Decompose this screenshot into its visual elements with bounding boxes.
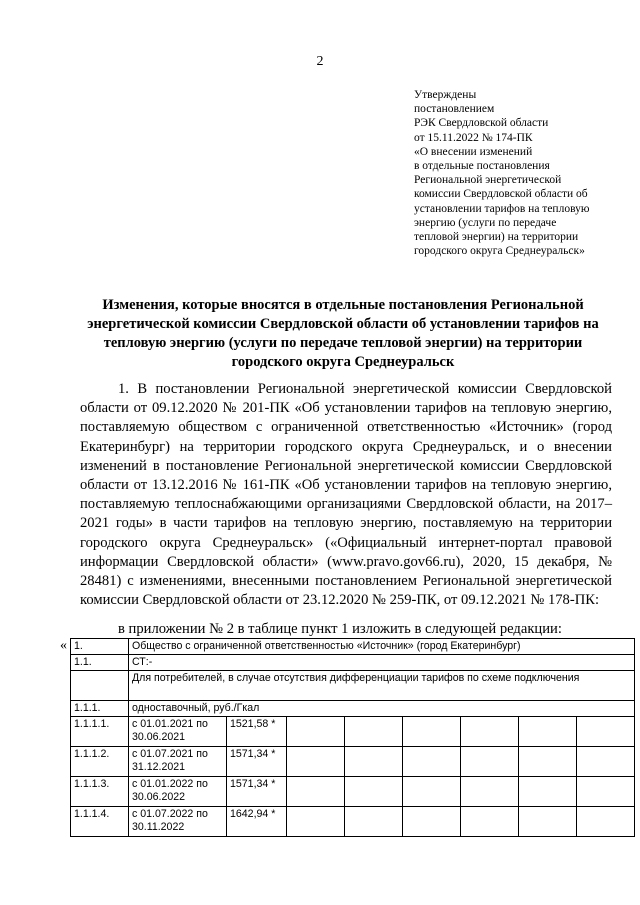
empty-cell: [345, 717, 403, 747]
body-text: [80, 380, 612, 610]
table-row: [71, 747, 635, 777]
approval-line: энергию (услуги по передаче: [414, 216, 557, 229]
row-number: 1.1.1.1.: [71, 717, 129, 747]
approval-line: городского округа Среднеуральск»: [414, 245, 585, 258]
approval-line: РЭК Свердловской области: [414, 117, 549, 130]
tariff-type: одноставочный, руб./Гкал: [129, 701, 635, 717]
empty-cell: [461, 777, 519, 807]
instruction-line: в приложении № 2 в таблице пункт 1 изложить в следующей редакции:: [118, 621, 562, 637]
tariff-table: [70, 638, 635, 837]
table-row: [71, 717, 635, 747]
period-cell: с 01.01.2022 по 30.06.2022: [129, 777, 227, 807]
empty-cell: [577, 717, 635, 747]
row-number: 1.1.1.3.: [71, 777, 129, 807]
table-row: [71, 777, 635, 807]
period-cell: с 01.01.2021 по 30.06.2021: [129, 717, 227, 747]
period-cell: с 01.07.2021 по 31.12.2021: [129, 747, 227, 777]
period-cell: с 01.07.2022 по 30.11.2022: [129, 807, 227, 837]
tariff-value: 1571,34 *: [227, 747, 287, 777]
paragraph-1: 1. В постановлении Региональной энергетической комиссии Свердловской области от 09.12.2020 № 201-ПК «Об установлении тарифов на тепловую энергию, поставляемую обществом с ограниченной ответственностью «Источник» (город Екатеринбург) на территории городского округа Среднеуральск, и о внесении изменений в постановление Региональной энергетической комиссии Свердловской области от 13.12.2016 № 161-ПК «Об установлении тарифов на тепловую энергию, поставляемую теплоснабжающими организациями Свердловской области, на 2017–2021 годы» в части тарифов на тепловую энергию, поставляемую на территории городского округа Среднеуральск» («Официальный интернет-портал правовой информации Свердловской области» (www.pravo.gov66.ru), 2020, 15 декабря, № 28481) с изменениями, внесенными постановлением Региональной энергетической комиссии Свердловской области от 23.12.2020 № 259-ПК, от 09.12.2021 № 178-ПК:: [80, 381, 612, 609]
empty-cell: [519, 807, 577, 837]
approval-line: постановлением: [414, 103, 495, 116]
empty-cell: [403, 807, 461, 837]
empty-cell: [287, 777, 345, 807]
empty-cell: [287, 807, 345, 837]
row-number: 1.1.1.2.: [71, 747, 129, 777]
row-number: 1.1.: [71, 655, 129, 671]
approval-line: Утверждены: [414, 89, 477, 101]
page-number: 2: [316, 54, 324, 69]
approval-line: «О внесении изменений: [414, 145, 533, 158]
row-number: 1.: [71, 639, 129, 655]
row-number: 1.1.1.4.: [71, 807, 129, 837]
empty-cell: [287, 747, 345, 777]
empty-cell: [577, 807, 635, 837]
tariff-value: 1571,34 *: [227, 777, 287, 807]
empty-cell: [287, 717, 345, 747]
empty-cell: [577, 747, 635, 777]
organization-name: Общество с ограниченной ответственностью «Источник» (город Екатеринбург): [129, 639, 635, 655]
empty-cell: [519, 717, 577, 747]
table-row: [71, 655, 635, 671]
approval-line: установлении тарифов на тепловую: [414, 202, 590, 215]
empty-cell: [577, 777, 635, 807]
table-row: [71, 701, 635, 717]
empty-cell: [519, 747, 577, 777]
approval-line: в отдельные постановления: [414, 160, 550, 173]
empty-cell: [71, 671, 129, 701]
approval-line: от 15.11.2022 № 174-ПК: [414, 131, 533, 144]
empty-cell: [461, 807, 519, 837]
empty-cell: [519, 777, 577, 807]
empty-cell: [345, 777, 403, 807]
document-title: Изменения, которые вносятся в отдельные постановления Региональной энергетической комиссии Свердловской области об установлении тарифов на тепловую энергию (услуги по передаче тепловой энергии) на территории городского округа Среднеуральск: [87, 297, 599, 370]
tariff-value: 1642,94 *: [227, 807, 287, 837]
tariff-value: 1521,58 *: [227, 717, 287, 747]
table-row: [71, 671, 635, 701]
empty-cell: [403, 717, 461, 747]
empty-cell: [345, 807, 403, 837]
empty-cell: [461, 747, 519, 777]
system-type: СТ:-: [129, 655, 635, 671]
empty-cell: [345, 747, 403, 777]
approval-block: [414, 88, 624, 258]
row-number: 1.1.1.: [71, 701, 129, 717]
table-row: [71, 807, 635, 837]
empty-cell: [403, 777, 461, 807]
quote-open-mark: «: [60, 638, 67, 653]
approval-line: Региональной энергетической: [414, 174, 562, 187]
empty-cell: [461, 717, 519, 747]
approval-line: тепловой энергии) на территории: [414, 231, 579, 244]
approval-line: комиссии Свердловской области об: [414, 188, 588, 201]
table-row: [71, 639, 635, 655]
empty-cell: [403, 747, 461, 777]
consumer-note: Для потребителей, в случае отсутствия дифференциации тарифов по схеме подключения: [129, 671, 635, 701]
